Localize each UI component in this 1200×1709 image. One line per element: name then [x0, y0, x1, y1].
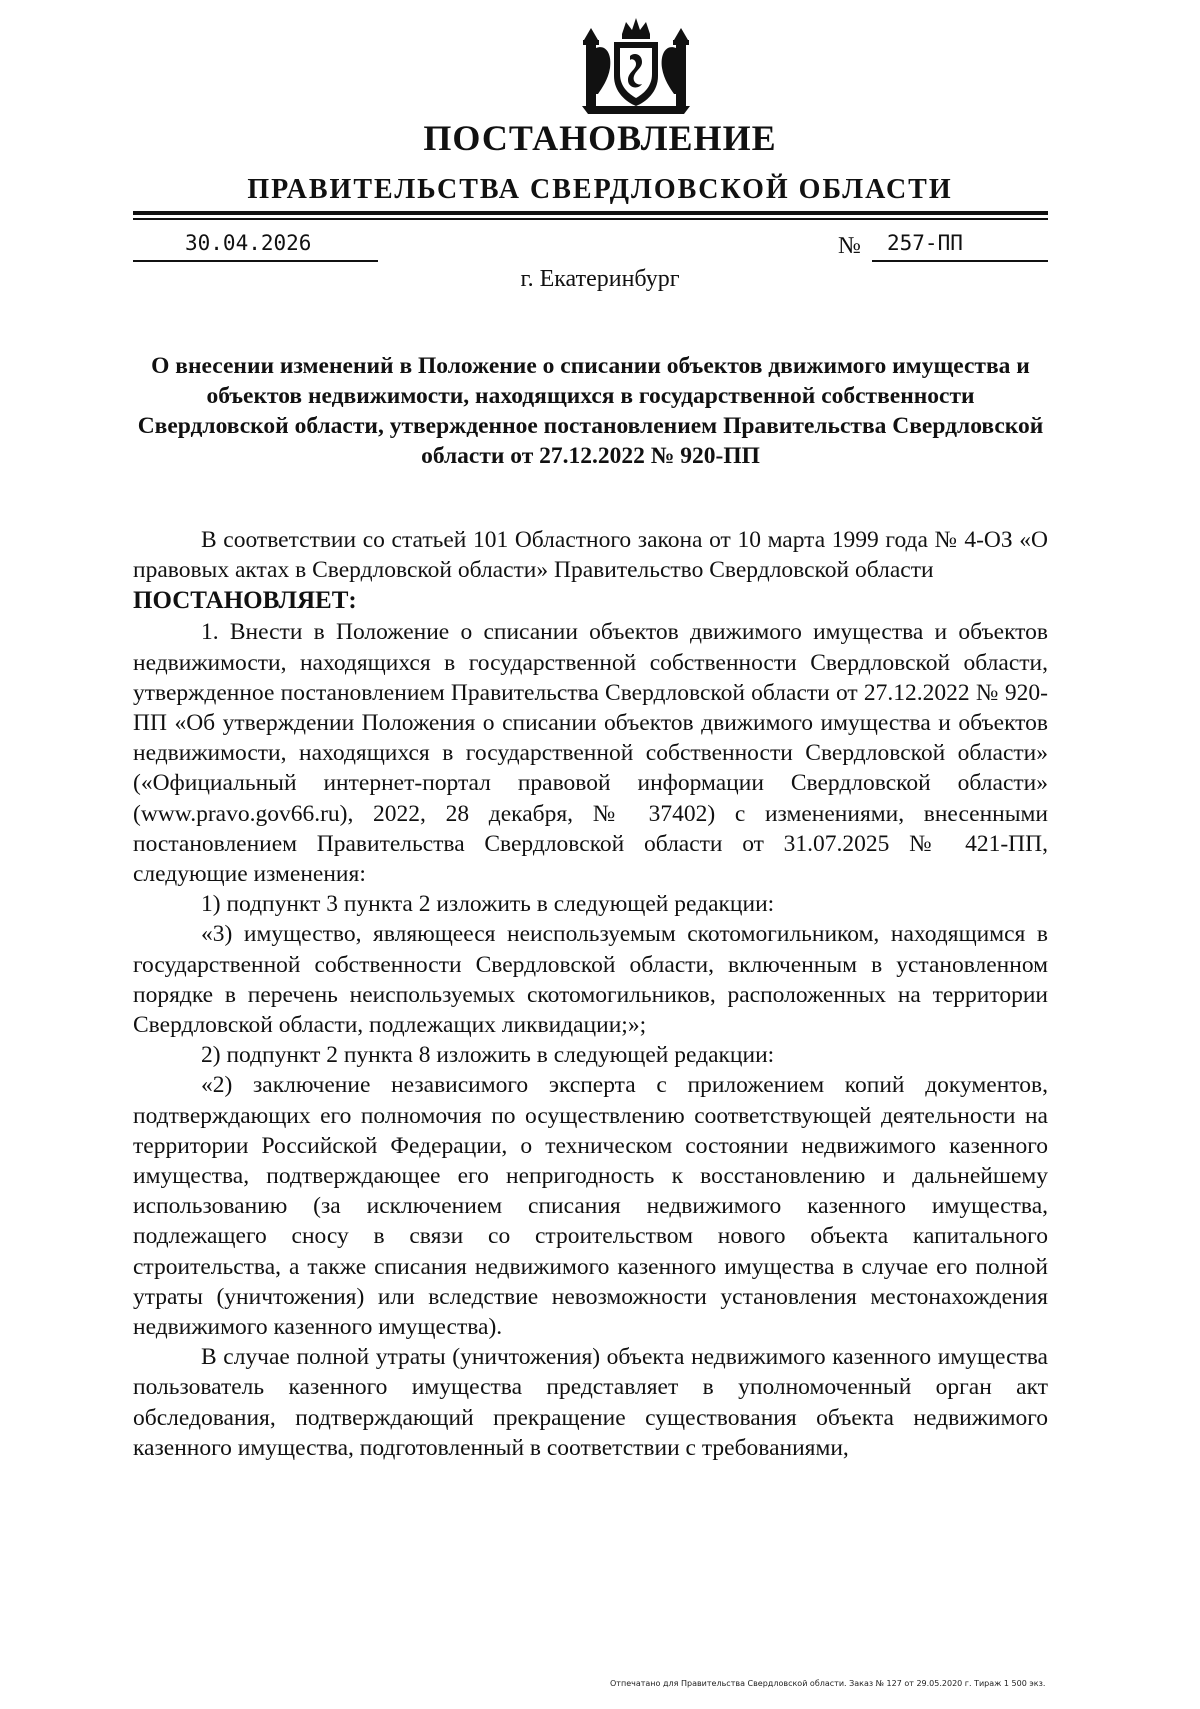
city: г. Екатеринбург: [520, 266, 680, 292]
number-underline: [872, 260, 1048, 262]
print-footer: Отпечатано для Правительства Свердловской области. Заказ № 127 от 29.05.2020 г. Тираж 1 500 экз.: [610, 1679, 1046, 1688]
body-paragraph: 1) подпункт 3 пункта 2 изложить в следующей редакции:: [201, 891, 775, 918]
document-title: ПОСТАНОВЛЕНИЕ: [423, 118, 777, 158]
header-rule-thick: [133, 211, 1048, 215]
body-paragraph: 2) подпункт 2 пункта 8 изложить в следующей редакции:: [201, 1042, 775, 1069]
document-body: [133, 525, 1048, 1463]
date-underline: [133, 260, 378, 262]
intro-paragraph: В соответствии со статьей 101 Областного закона от 10 марта 1999 года № 4-ОЗ «О правовых актах в Свердловской области» Правительство Свердловской области: [133, 527, 1048, 584]
document-subject: О внесении изменений в Положение о списании объектов движимого имущества и объектов недвижимости, находящихся в государственной собственности Свердловской области, утвержденное постановлением Правительства Свердловской области от 27.12.2022 № 920-ПП: [137, 353, 1044, 469]
coat-of-arms-emblem: [572, 14, 700, 118]
body-paragraph: 1. Внести в Положение о списании объектов движимого имущества и объектов недвижимости, находящихся в государственной собственности Свердловской области, утвержденное постановлением Правительства Свердловской области от 27.12.2022 № 920-ПП «Об утверждении Положения о списании объектов движимого имущества и объектов недвижимости, находящихся в государственной собственности Свердловской области» («Официальный интернет-портал правовой информации Свердловской области» (www.pravo.gov66.ru), 2022, 28 декабря, № 37402) с изменениями, внесенными постановлением Правительства Свердловской области от 31.07.2025 № 421-ПП, следующие изменения:: [133, 619, 1048, 888]
issuing-authority: ПРАВИТЕЛЬСТВА СВЕРДЛОВСКОЙ ОБЛАСТИ: [247, 174, 953, 205]
decree-word: ПОСТАНОВЛЯЕТ:: [133, 587, 357, 615]
body-paragraph: «2) заключение независимого эксперта с приложением копий документов, подтверждающих его полномочия по осуществлению соответствующей деятельности на территории Российской Федерации, о техническом состоянии недвижимого казенного имущества, подтверждающее его непригодность к восстановлению и дальнейшему использованию (за исключением списания недвижимого казенного имущества, подлежащего сносу в связи со строительством нового объекта капитального строительства, а также списания недвижимого казенного имущества в случае его полной утраты (уничтожения) или вследствие невозможности установления местонахождения недвижимого казенного имущества).: [133, 1072, 1048, 1341]
body-paragraph: В случае полной утраты (уничтожения) объекта недвижимого казенного имущества пользователь казенного имущества представляет в уполномоченный орган акт обследования, подтверждающий прекращение существования объекта недвижимого казенного имущества, подготовленный в соответствии с требованиями,: [133, 1344, 1048, 1461]
header-rule-thin: [133, 218, 1048, 220]
number-sign: №: [838, 233, 861, 259]
document-number: 257-ПП: [887, 231, 963, 255]
body-paragraph: «3) имущество, являющееся неиспользуемым скотомогильником, находящимся в государственной собственности Свердловской области, включенным в установленном порядке в перечень неиспользуемых скотомогильников, расположенных на территории Свердловской области, подлежащих ликвидации;»;: [133, 921, 1048, 1039]
document-date: 30.04.2026: [185, 231, 312, 255]
